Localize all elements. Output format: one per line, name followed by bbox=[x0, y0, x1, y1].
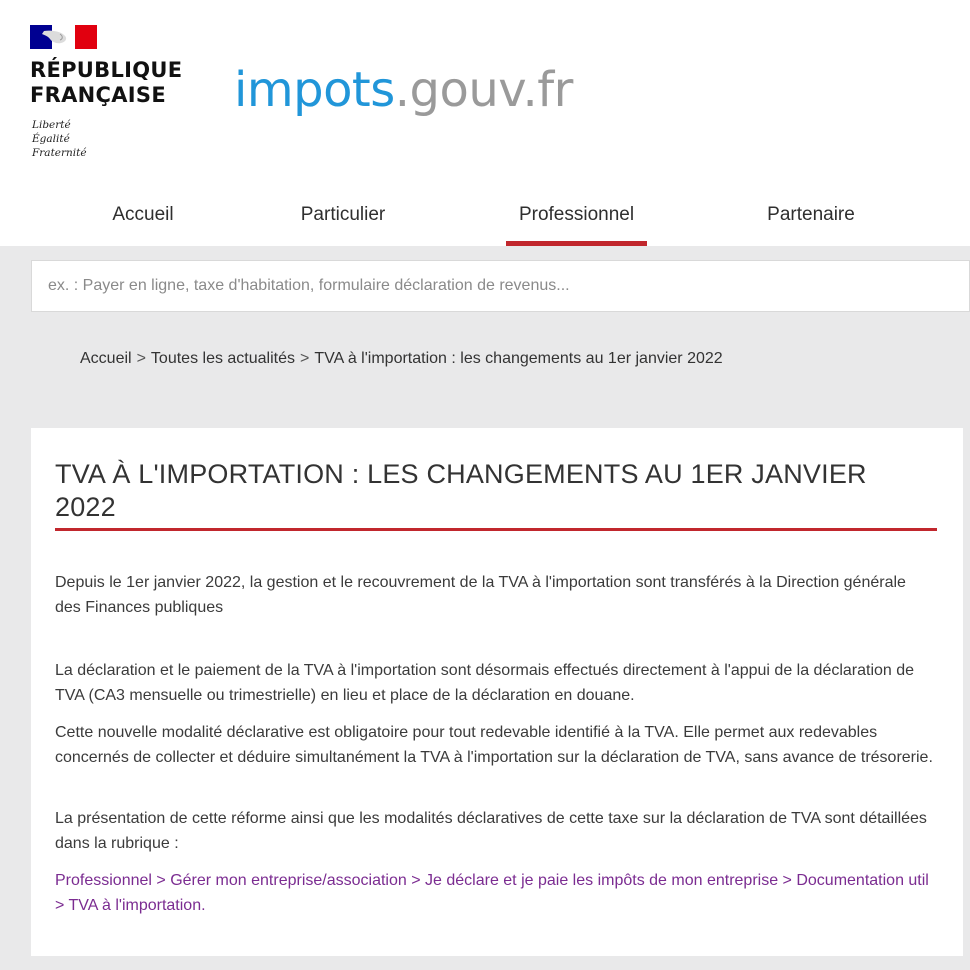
path-separator: > bbox=[55, 897, 65, 914]
article-paragraph: La déclaration et le paiement de la TVA à l'importation sont désormais effectués directement à l'appui de la déclaration de TVA (CA3 mensuelle ou trimestrielle) en lieu et place de la déclaration en douane. bbox=[55, 662, 915, 704]
path-separator: > bbox=[156, 872, 166, 889]
search-input[interactable] bbox=[32, 261, 969, 311]
article-paragraph: La présentation de cette réforme ainsi que les modalités déclaratives de cette taxe sur la déclaration de TVA sont détaillées dans la rubrique : bbox=[55, 810, 927, 852]
documentation-path bbox=[55, 868, 935, 918]
nav-item-partenaire[interactable]: Partenaire bbox=[767, 204, 855, 225]
motto-liberte: Liberté bbox=[32, 119, 71, 131]
article-card bbox=[31, 428, 963, 956]
site-header bbox=[0, 0, 970, 246]
title-divider bbox=[55, 528, 937, 531]
main-navigation bbox=[0, 190, 970, 246]
path-link-professionnel[interactable]: Professionnel bbox=[55, 872, 152, 889]
impots-gouv-logo[interactable] bbox=[234, 60, 573, 120]
motto-fraternite: Fraternité bbox=[32, 147, 87, 159]
nav-item-particulier[interactable]: Particulier bbox=[300, 204, 386, 225]
nav-item-professionnel[interactable]: Professionnel bbox=[506, 190, 647, 246]
nav-item-accueil[interactable]: Accueil bbox=[112, 204, 174, 225]
breadcrumb-current: TVA à l'importation : les changements au 1er janvier 2022 bbox=[314, 350, 723, 367]
path-link-gerer-entreprise[interactable]: Gérer mon entreprise/association bbox=[170, 872, 407, 889]
path-link-je-declare[interactable]: Je déclare et je paie les impôts de mon entreprise bbox=[425, 872, 779, 889]
path-separator: > bbox=[782, 872, 792, 889]
article-title: TVA À L'IMPORTATION : LES CHANGEMENTS AU 1ER JANVIER 2022 bbox=[55, 459, 867, 522]
motto-egalite: Égalité bbox=[32, 133, 70, 145]
path-separator: > bbox=[411, 872, 421, 889]
path-link-tva-importation[interactable]: TVA à l'importation. bbox=[68, 897, 206, 914]
breadcrumb-separator: > bbox=[136, 350, 146, 367]
breadcrumb-link-accueil[interactable]: Accueil bbox=[80, 350, 132, 367]
article-paragraph: Depuis le 1er janvier 2022, la gestion et le recouvrement de la TVA à l'importation sont transférés à la Direction générale des Finances publiques bbox=[55, 574, 906, 616]
article-paragraph: Cette nouvelle modalité déclarative est obligatoire pour tout redevable identifié à la TVA. Elle permet aux redevables concernés de collecter et déduire simultanément la TVA à l'importation sur la déclaration de TVA, sans avance de trésorerie. bbox=[55, 724, 933, 766]
search-box bbox=[31, 260, 970, 312]
breadcrumb bbox=[80, 348, 940, 370]
path-link-documentation-util[interactable]: Documentation util bbox=[796, 872, 929, 889]
republic-motto bbox=[32, 118, 112, 160]
republique-line2: FRANÇAISE bbox=[30, 83, 166, 107]
logo-gouv-fr-text: .gouv.fr bbox=[394, 62, 573, 118]
logo-impots-text: impots bbox=[234, 62, 395, 118]
republique-francaise-title bbox=[30, 58, 210, 108]
breadcrumb-separator: > bbox=[300, 350, 310, 367]
republique-line1: RÉPUBLIQUE bbox=[30, 58, 183, 82]
marianne-logo-icon bbox=[30, 25, 97, 49]
breadcrumb-link-actualites[interactable]: Toutes les actualités bbox=[150, 350, 295, 367]
